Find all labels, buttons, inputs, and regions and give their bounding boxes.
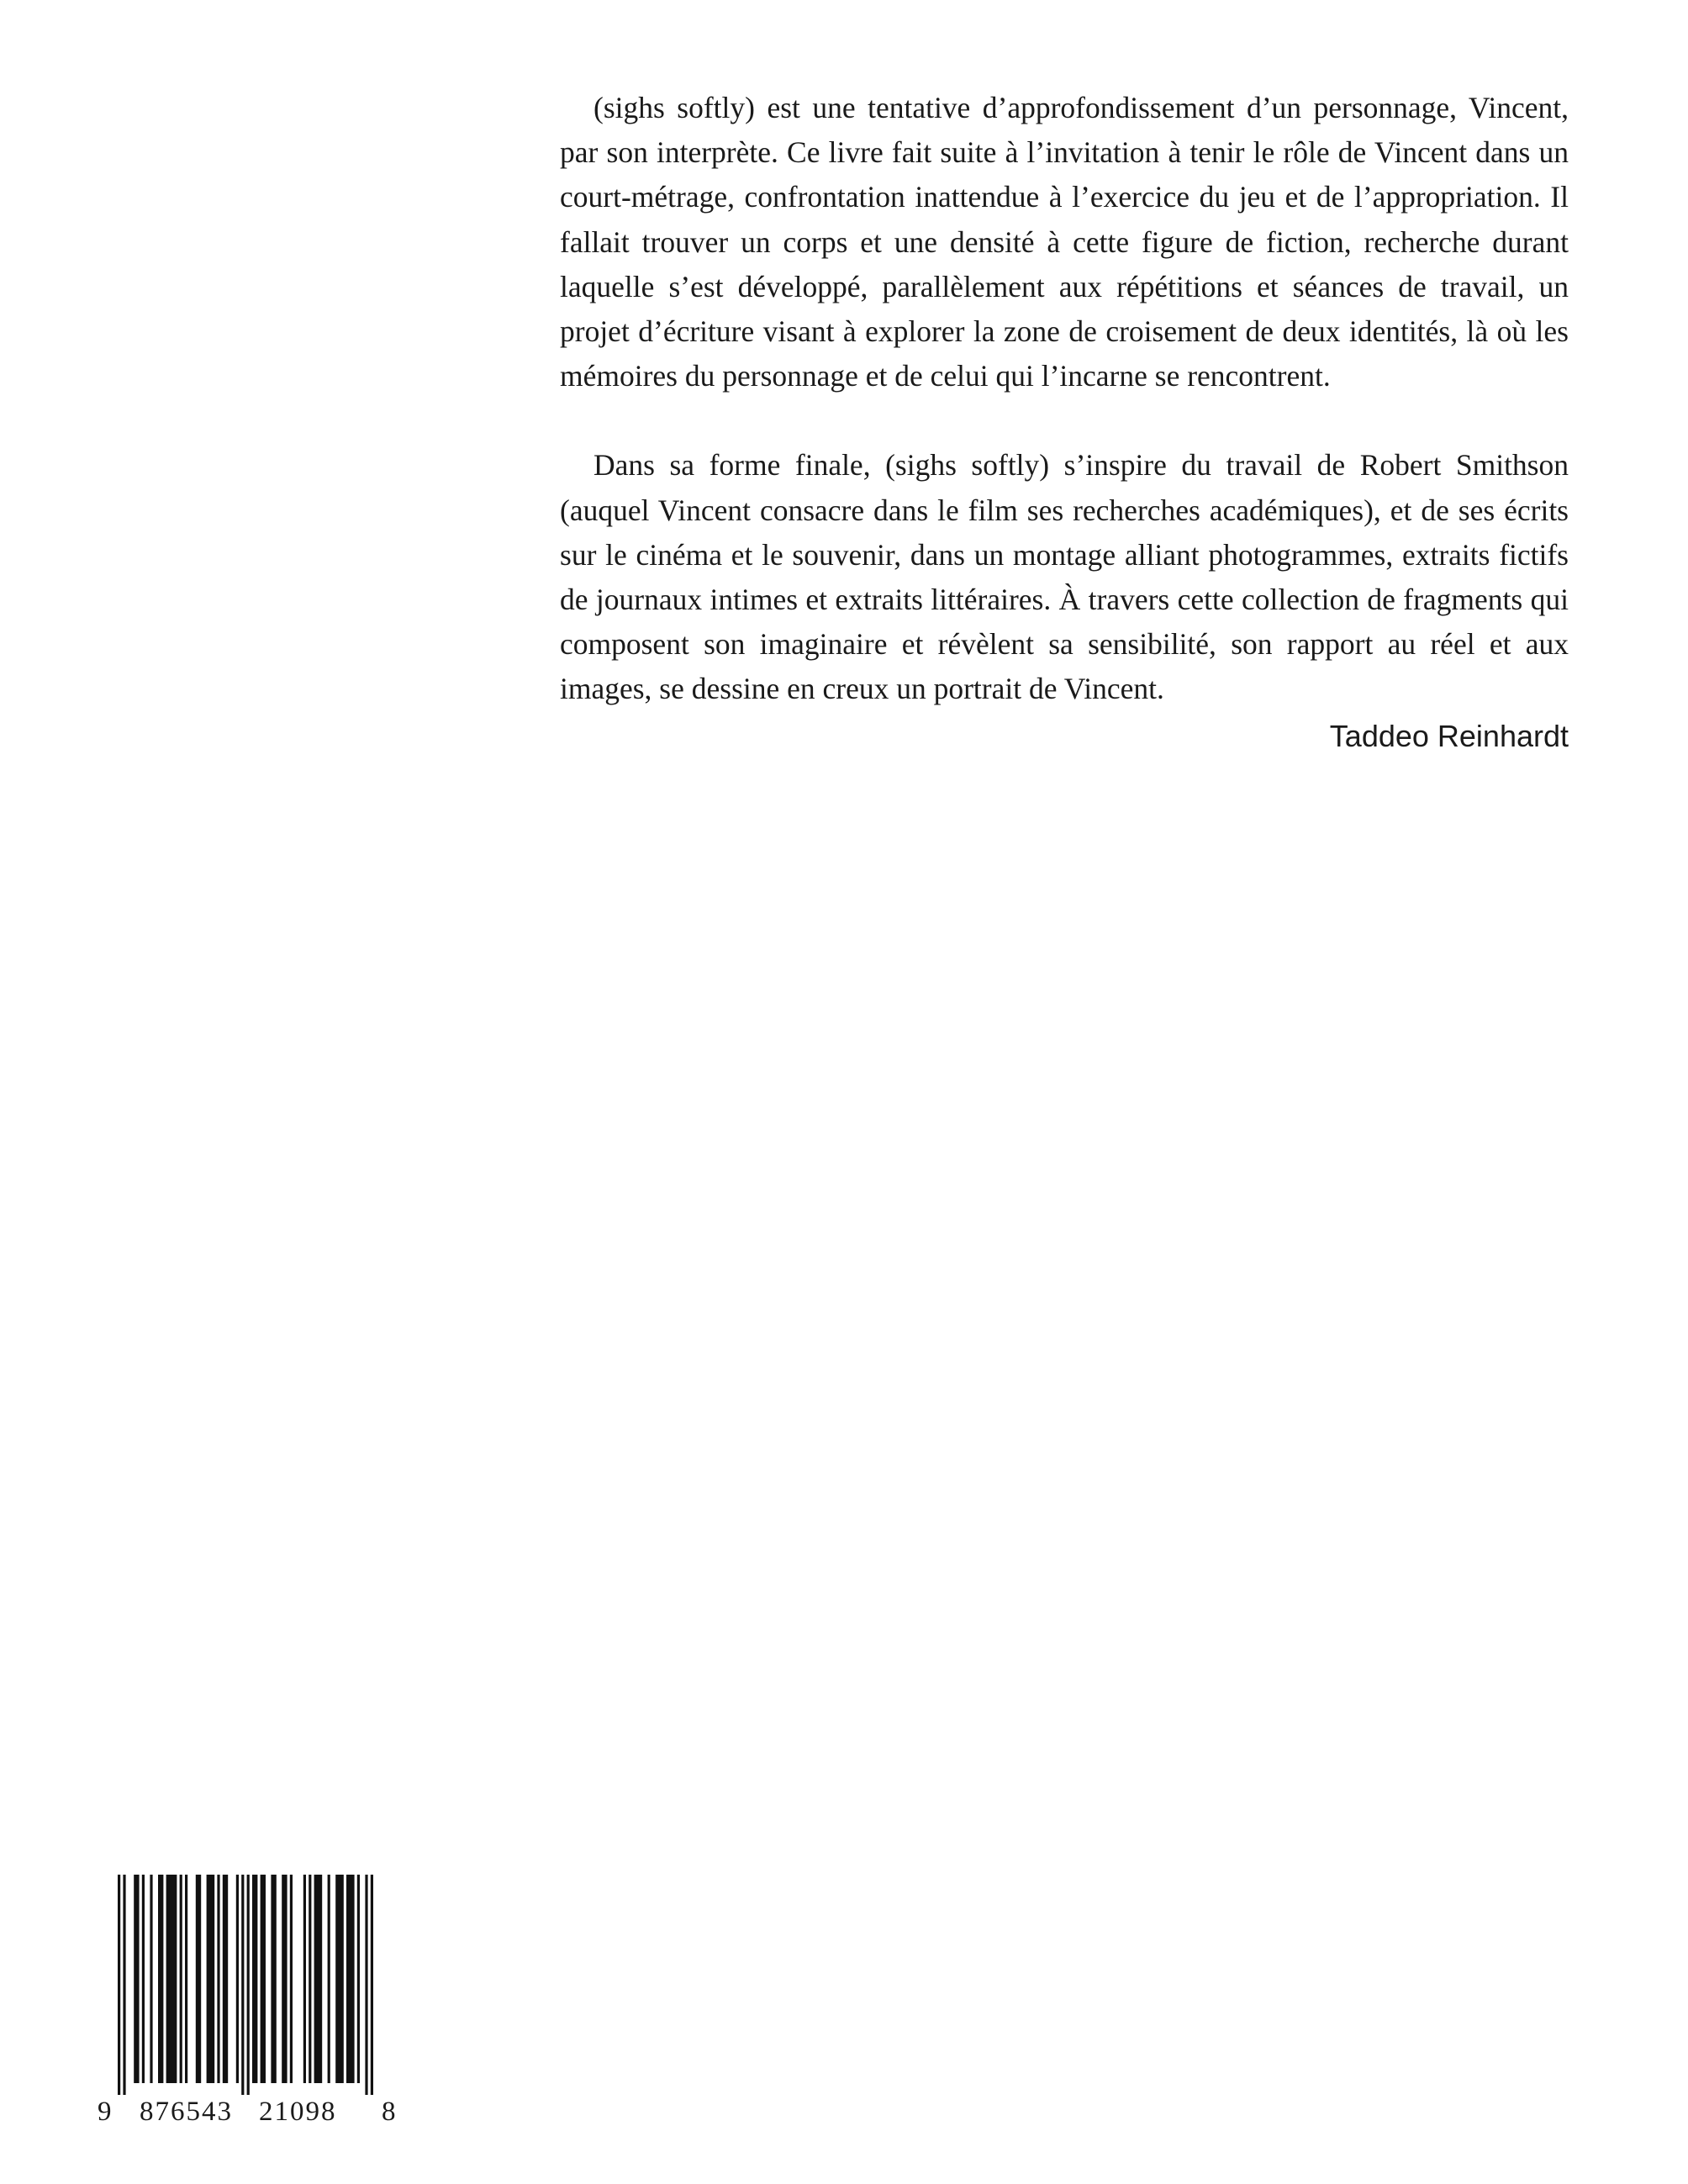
barcode xyxy=(98,1875,405,2129)
barcode-bar xyxy=(180,1875,182,2083)
barcode-bar xyxy=(252,1875,257,2083)
barcode-bar xyxy=(328,1875,330,2083)
barcode-digit-last: 8 xyxy=(382,2097,396,2127)
barcode-bars xyxy=(98,1875,405,2095)
barcode-bar xyxy=(357,1875,360,2083)
author-signature: Taddeo Reinhardt xyxy=(1329,719,1569,753)
barcode-bar xyxy=(236,1875,239,2083)
paragraph-final-form: Dans sa forme finale, (sighs softly) s’inspire du travail de Robert Smithson (auquel Vincent consacre dans le film ses recherches académiques), et de ses écrits sur le cinéma et le souvenir, dans un montage alliant photogrammes, extraits fictifs de journaux intimes et extraits littéraires. À travers cette collection de fragments qui composent son imaginaire et révèlent sa sensibilité, son rapport au réel et aux images, se dessine en creux un portrait de Vincent. xyxy=(560,448,1569,706)
barcode-bar xyxy=(142,1875,145,2083)
barcode-bar xyxy=(271,1875,276,2083)
barcode-bar xyxy=(365,1875,367,2095)
barcode-bar xyxy=(123,1875,125,2095)
barcode-digits xyxy=(98,2095,405,2129)
back-cover-text xyxy=(560,86,1569,712)
barcode-bar xyxy=(134,1875,139,2083)
barcode-bar xyxy=(166,1875,177,2083)
barcode-bar xyxy=(314,1875,323,2083)
barcode-bar xyxy=(261,1875,266,2083)
barcode-bar xyxy=(241,1875,244,2095)
barcode-bar xyxy=(282,1875,287,2083)
barcode-digits-left: 876543 xyxy=(140,2097,233,2127)
barcode-bar xyxy=(150,1875,152,2083)
paragraph-intro: (sighs softly) est une tentative d’approfondissement d’un personnage, Vincent, par son interprète. Ce livre fait suite à l’invitation à tenir le rôle de Vincent dans un court-métrage, confrontation inattendue à l’exercice du jeu et de l’appropriation. Il fallait trouver un corps et une densité à cette figure de fiction, recherche durant laquelle s’est développé, parallèlement aux répétitions et séances de travail, un projet d’écriture visant à explorer la zone de croisement de deux identités, là où les mémoires du personnage et de celui qui l’incarne se rencontrent. xyxy=(560,91,1569,393)
barcode-bar xyxy=(158,1875,163,2083)
barcode-bar xyxy=(217,1875,219,2083)
barcode-bar xyxy=(118,1875,120,2095)
barcode-bar xyxy=(346,1875,355,2083)
barcode-digits-right: 21098 xyxy=(259,2097,337,2127)
barcode-bar xyxy=(290,1875,293,2083)
barcode-bar xyxy=(309,1875,311,2083)
barcode-bar xyxy=(303,1875,306,2083)
barcode-bar xyxy=(207,1875,215,2083)
barcode-bar xyxy=(223,1875,228,2083)
barcode-bar xyxy=(185,1875,187,2083)
barcode-bar xyxy=(247,1875,250,2095)
barcode-digit-first: 9 xyxy=(98,2097,112,2127)
barcode-bar xyxy=(196,1875,201,2083)
barcode-bar xyxy=(371,1875,373,2095)
barcode-bar xyxy=(335,1875,344,2083)
